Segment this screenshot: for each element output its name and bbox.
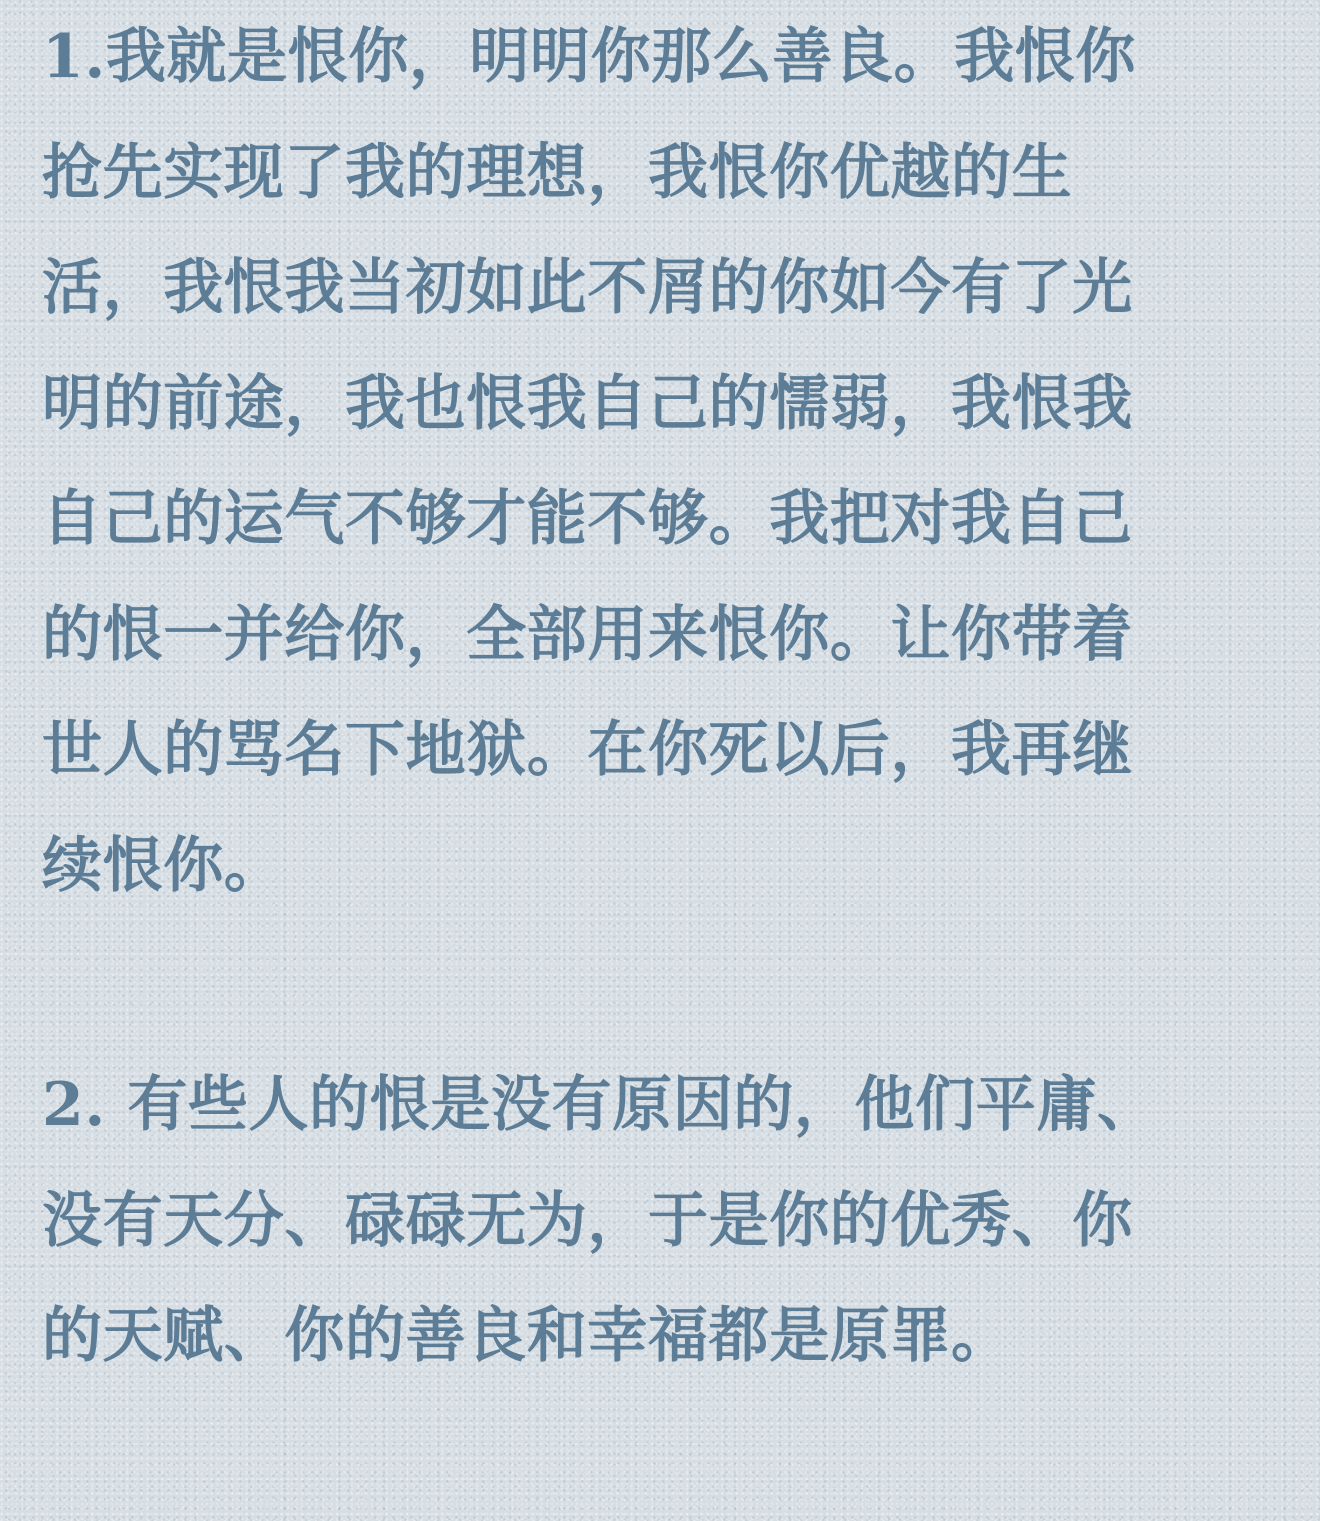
paragraph-line: 的恨一并给你，全部用来恨你。让你带着 bbox=[42, 599, 1133, 670]
paragraph-line: 抢先实现了我的理想，我恨你优越的生 bbox=[42, 137, 1073, 208]
paragraph-line: 没有天分、碌碌无为，于是你的优秀、你 bbox=[42, 1185, 1133, 1256]
paragraph-1 bbox=[42, 0, 1136, 924]
paragraph-line: 明的前途，我也恨我自己的懦弱，我恨我 bbox=[42, 368, 1133, 439]
paragraph-line: 的天赋、你的善良和幸福都是原罪。 bbox=[42, 1301, 1012, 1371]
paragraph-line: 自己的运气不够才能不够。我把对我自己 bbox=[42, 484, 1133, 554]
paragraph-2 bbox=[42, 1048, 1158, 1395]
paragraph-line: 2. 有些人的恨是没有原因的，他们平庸、 bbox=[42, 1070, 1158, 1140]
paragraph-line: 活，我恨我当初如此不屑的你如今有了光 bbox=[42, 253, 1133, 323]
paragraph-line: 1.我就是恨你，明明你那么善良。我恨你 bbox=[42, 22, 1137, 92]
paragraph-line: 续恨你。 bbox=[42, 830, 285, 901]
paragraph-line: 世人的骂名下地狱。在你死以后，我再继 bbox=[42, 715, 1133, 785]
